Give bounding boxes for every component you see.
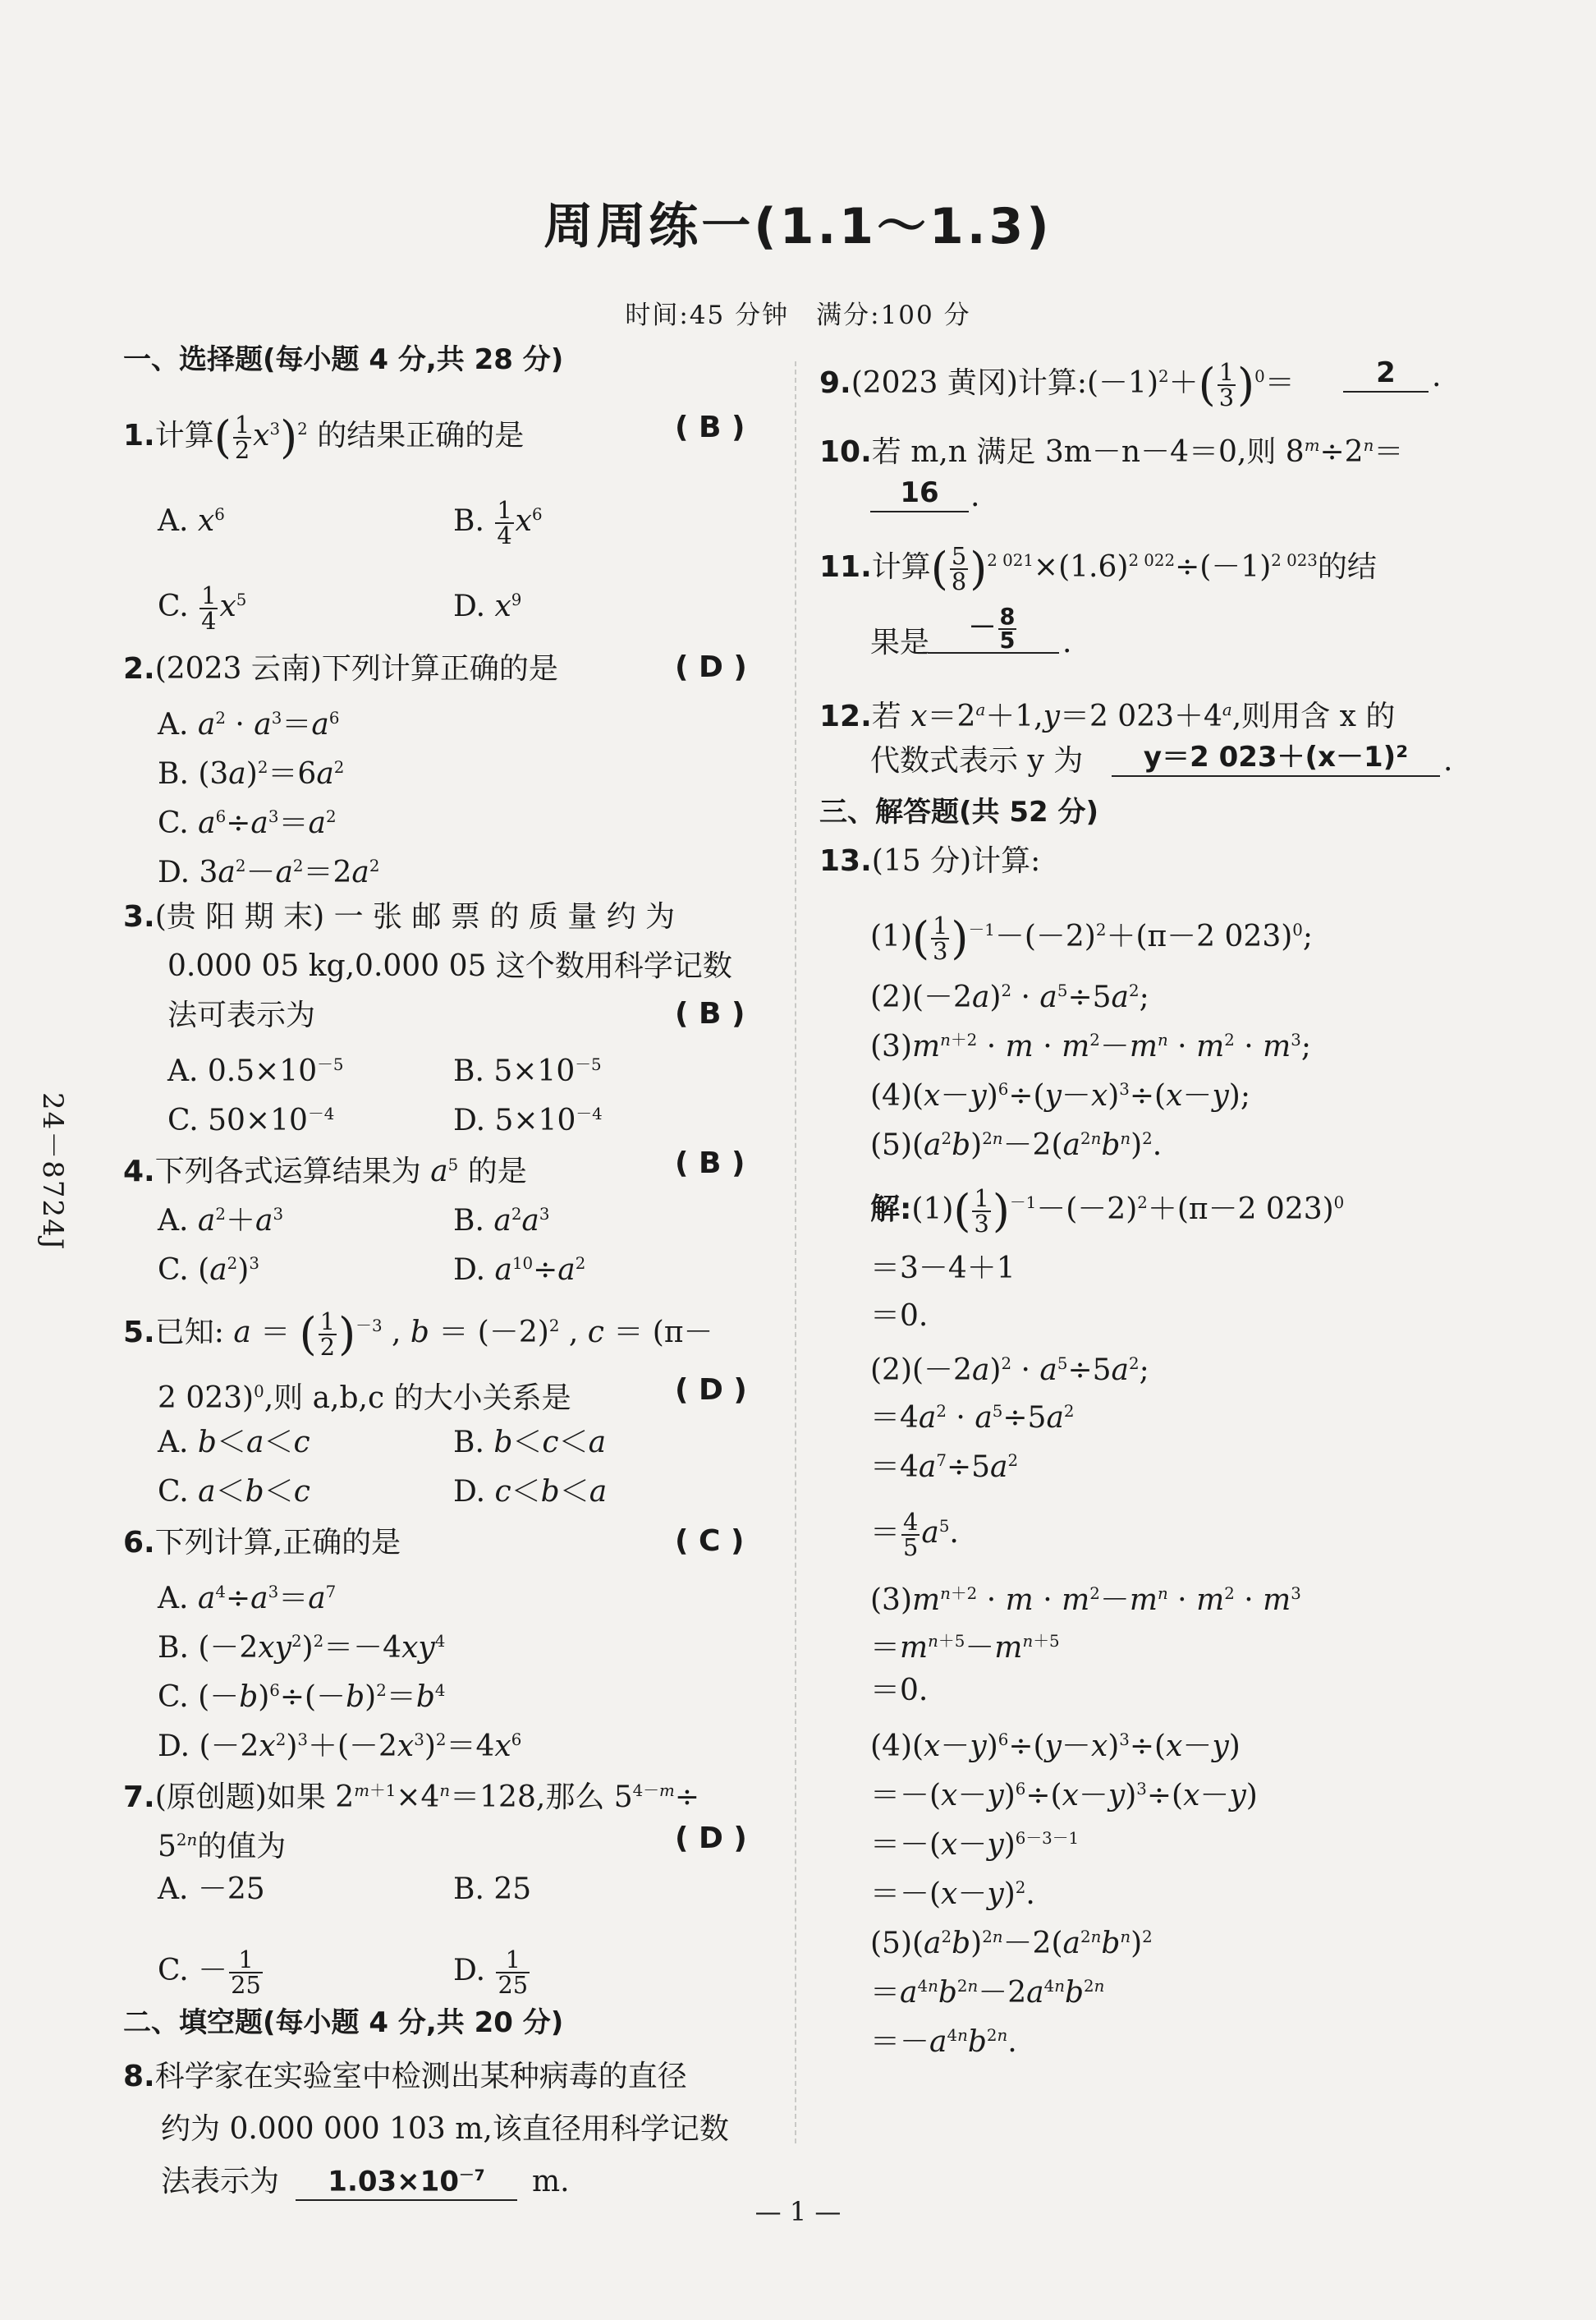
question-1: 1.计算( $\frac{1}{2}$ $x^3)^2$ 的结果正确的是 <box>123 411 525 464</box>
q5-option-a: A. b＜a＜c <box>158 1426 310 1459</box>
q11-pre: 计算 <box>871 550 931 584</box>
q10-period: . <box>970 480 980 513</box>
sol-step: $=-(x-y)^6\div(x-y)^3\div(x-y)$ <box>870 1779 1258 1812</box>
q13-text: (15 分)计算: <box>871 844 1041 878</box>
sol-step: $(5)(a^2b)^{2n}-2(a^{2n}b^n)^2$ <box>870 1927 1153 1960</box>
q12-number: 12. <box>819 700 872 733</box>
sol-step: $(2)(-2a)^2 \cdot a^5\div 5a^2$; <box>870 1353 1149 1387</box>
q13-number: 13. <box>819 844 872 878</box>
q2-option-d: D. $3a^2-a^2=2a^2$ <box>158 856 380 889</box>
q7-option-d: D. $\frac{1}{25}$ <box>453 1946 529 1999</box>
q1-pre: 计算 <box>154 419 214 453</box>
q13-solution-1: 解:(1)( $\frac{1}{3}$ )$^{-1}-(-2)^2+(\pi-2$ 023)$^0$ <box>870 1184 1345 1238</box>
q13-part2: $(2)(-2a)^2 \cdot a^5\div 5a^2$; <box>870 981 1149 1014</box>
q6-answer: ( C ) <box>675 1524 745 1558</box>
q1-answer: ( B ) <box>675 411 745 444</box>
q11-number: 11. <box>819 550 872 584</box>
q7-option-c: C. － $\frac{1}{25}$ <box>158 1946 261 1999</box>
q2-text: (2023 云南)下列计算正确的是 <box>154 652 558 686</box>
question-10: 10.若 m,n 满足 3m－n－4＝0,则 $8^m\div 2^n=$ <box>819 435 1404 469</box>
q4-answer: ( B ) <box>675 1146 745 1180</box>
q8-line1: 科学家在实验室中检测出某种病毒的直径 <box>154 2060 687 2093</box>
q1-option-d: D. $x^9$ <box>453 590 522 623</box>
q1-option-c: C. $\frac{1}{4}$ $x^5$ <box>158 581 247 635</box>
q5-l2b: ,则 a,b,c 的大小关系是 <box>264 1381 571 1415</box>
sol-step: $=a^{4n}b^{2n}-2a^{4n}b^{2n}$ <box>870 1976 1105 2010</box>
page-title: 周周练一(1.1～1.3) <box>543 198 1053 255</box>
q12-period: . <box>1443 744 1453 778</box>
question-12: 12.若 $x=2^a+1,y=2$ $023+4^a$,则用含 x 的 <box>819 700 1396 733</box>
q6-option-a: A. $a^4\div a^3=a^7$ <box>158 1582 337 1615</box>
q11-period: . <box>1062 626 1072 659</box>
section-solve-heading: 三、解答题(共 52 分) <box>819 796 1099 829</box>
sol-step: $=-(x-y)^2$. <box>870 1877 1035 1911</box>
question-6 <box>123 1524 401 1562</box>
q12-answer-blank: y＝2 023＋(x－1)² <box>1112 739 1440 777</box>
q4-option-d: D. $a^{10}\div a^2$ <box>453 1253 586 1287</box>
q4-text: 下列各式运算结果为 <box>154 1155 421 1188</box>
question-13 <box>819 843 1040 880</box>
q7-option-b: B. 25 <box>453 1872 532 1906</box>
q7-number: 7. <box>123 1780 155 1814</box>
q3-option-a: A. $0.5\times 10^{-5}$ <box>167 1054 344 1088</box>
q8-line2: 约为 0.000 000 103 m,该直径用科学记数 <box>161 2112 729 2146</box>
q6-number: 6. <box>123 1526 155 1560</box>
q4-number: 4. <box>123 1155 155 1188</box>
question-4: 4.下列各式运算结果为 $a^5$ 的是 <box>123 1155 527 1188</box>
q10-answer-blank: 16 <box>870 475 969 512</box>
q3-line2: 0.000 05 kg,0.000 05 这个数用科学记数 <box>167 949 732 983</box>
q7-l2-text: 的值为 <box>197 1830 287 1863</box>
q6-option-d: D. $(-2x^2)^3+(-2x^3)^2=4x^6$ <box>158 1730 522 1763</box>
q11-post: 的结 <box>1317 550 1377 584</box>
q1-option-b: B. $\frac{1}{4}$ $x^6$ <box>453 496 543 549</box>
q10-number: 10. <box>819 435 872 469</box>
page-number: — 1 — <box>754 2196 842 2227</box>
q5-line2: 2 023)$^0$,则 a,b,c 的大小关系是 <box>158 1381 571 1415</box>
column-divider <box>795 361 796 2143</box>
solution-label: 解: <box>870 1192 912 1226</box>
q9-answer-blank: 2 <box>1343 355 1429 393</box>
q5-number: 5. <box>123 1316 155 1349</box>
sol-step: $=-(x-y)^{6-3-1}$ <box>870 1828 1080 1862</box>
q11-answer-blank: － $\frac{8}{5}$ <box>928 606 1059 654</box>
q7-answer: ( D ) <box>675 1822 747 1855</box>
q13-part5: $(5)(a^2b)^{2n}-2(a^{2n}b^n)^2$. <box>870 1128 1163 1162</box>
q5-option-b: B. b＜c＜a <box>453 1426 607 1459</box>
q12-line2: 代数式表示 y 为 <box>870 744 1084 778</box>
q3-option-b: B. $5\times 10^{-5}$ <box>453 1054 602 1088</box>
q9-period: . <box>1432 360 1442 393</box>
sol-step: ＝3－4＋1 <box>870 1252 1016 1285</box>
q9-text: (2023 黄冈)计算: <box>851 366 1088 400</box>
q3-line3: 法可表示为 <box>167 999 316 1032</box>
question-9: 9.(2023 黄冈)计算$:(-1)^2+$( $\frac{1}{3}$ )$^0$＝ <box>819 358 1295 411</box>
q2-option-a: A. $a^2 \cdot a^3=a^6$ <box>158 708 340 742</box>
section-fill-heading: 二、填空题(每小题 4 分,共 20 分) <box>123 2006 564 2039</box>
sol-step: ＝0. <box>870 1674 929 1707</box>
q6-option-c: C. $(-b)^6\div(-b)^2=b^4$ <box>158 1680 446 1714</box>
q13-part1: (1)( $\frac{1}{3}$ )$^{-1}-(-2)^2+(\pi-2$ 023)$^0$; <box>870 912 1313 965</box>
q1-number: 1. <box>123 419 155 453</box>
q1-post: 的结果正确的是 <box>317 419 525 453</box>
q2-option-c: C. $a^6\div a^3=a^2$ <box>158 806 337 840</box>
page-subtitle: 时间:45 分钟 满分:100 分 <box>625 301 971 330</box>
sol-step: $=m^{n+5}-m^{n+5}$ <box>870 1631 1060 1665</box>
section-choice-heading: 一、选择题(每小题 4 分,共 28 分) <box>123 343 564 376</box>
q8-answer-blank: $1.03\times 10^{-7}$ <box>296 2158 517 2201</box>
q1-option-a: A. $x^6$ <box>158 504 225 538</box>
q2-number: 2. <box>123 652 155 686</box>
question-5: 5.已知: a ＝ ( $\frac{1}{2}$ )$^{-3}$ , $b = (-2)^2$ , c ＝ (π－ <box>123 1307 713 1361</box>
question-7: 7.(原创题)如果 $2^{m+1}\times 4^n=128$,那么 $5^{4-m}\div$ <box>123 1780 699 1814</box>
q2-option-b: B. $(3a)^2=6a^2$ <box>158 757 345 791</box>
q12-line1-end: ,则用含 x 的 <box>1231 700 1396 733</box>
question-11: 11.计算( $\frac{5}{8}$ )$^{2 021}\times(1.6)^{2 022}\div(-1)^{2 023}$的结 <box>819 542 1377 595</box>
q3-number: 3. <box>123 900 155 934</box>
side-code: 24－8724J <box>36 1092 69 1252</box>
sol-step: ＝0. <box>870 1299 929 1333</box>
q3-answer: ( B ) <box>675 997 745 1031</box>
q3-option-d: D. $5\times 10^{-4}$ <box>453 1104 603 1137</box>
question-3 <box>123 898 675 936</box>
q8-unit: m. <box>532 2165 570 2198</box>
q9-number: 9. <box>819 366 851 400</box>
sol-step: $(3)m^{n+2} \cdot m \cdot m^2-m^n \cdot m^2 \cdot m^3$ <box>870 1583 1301 1617</box>
q8-line3: 法表示为 <box>161 2165 280 2198</box>
q13-part3: $(3)m^{n+2} \cdot m \cdot m^2-m^n \cdot m^2 \cdot m^3$; <box>870 1030 1312 1064</box>
q8-number: 8. <box>123 2060 155 2093</box>
q6-option-b: B. $(-2xy^2)^2=-4xy^4$ <box>158 1631 446 1665</box>
q5-option-c: C. a＜b＜c <box>158 1475 310 1509</box>
q5-answer: ( D ) <box>675 1373 747 1407</box>
q5-option-d: D. c＜b＜a <box>453 1475 608 1509</box>
q5-l2a: 2 023) <box>158 1381 255 1415</box>
q3-option-c: C. $50\times 10^{-4}$ <box>167 1104 335 1137</box>
question-2 <box>123 650 558 688</box>
q7-line2: $5^{2n}$的值为 <box>158 1830 287 1863</box>
q6-text: 下列计算,正确的是 <box>154 1526 401 1560</box>
q13-part4: $(4)(x-y)^6\div(y-x)^3\div(x-y)$; <box>870 1079 1250 1113</box>
sol-step: $=-a^{4n}b^{2n}$. <box>870 2025 1017 2059</box>
q7-option-a: A. －25 <box>158 1872 265 1906</box>
q4-option-b: B. $a^2a^3$ <box>453 1204 550 1238</box>
q4-text2: 的是 <box>467 1155 527 1188</box>
q10-text: 若 m,n 满足 3m－n－4＝0,则 <box>871 435 1277 469</box>
q3-line1: (贵 阳 期 末) 一 张 邮 票 的 质 量 约 为 <box>154 900 676 934</box>
sol-step: $=4a^2 \cdot a^5\div 5a^2$ <box>870 1401 1075 1435</box>
q7-line1: (原创题)如果 <box>154 1780 326 1814</box>
sol-step: $(4)(x-y)^6\div(y-x)^3\div(x-y)$ <box>870 1730 1241 1763</box>
sol-step: $=4a^7\div 5a^2$ <box>870 1450 1019 1484</box>
q4-option-a: A. $a^2+a^3$ <box>158 1204 284 1238</box>
question-8 <box>123 2058 687 2096</box>
q11-line2: 果是 <box>870 626 930 659</box>
q2-answer: ( D ) <box>675 650 747 684</box>
q4-option-c: C. $(a^2)^3$ <box>158 1253 259 1287</box>
sol-step: ＝ $\frac{4}{5}$ $a^5$. <box>870 1508 959 1561</box>
